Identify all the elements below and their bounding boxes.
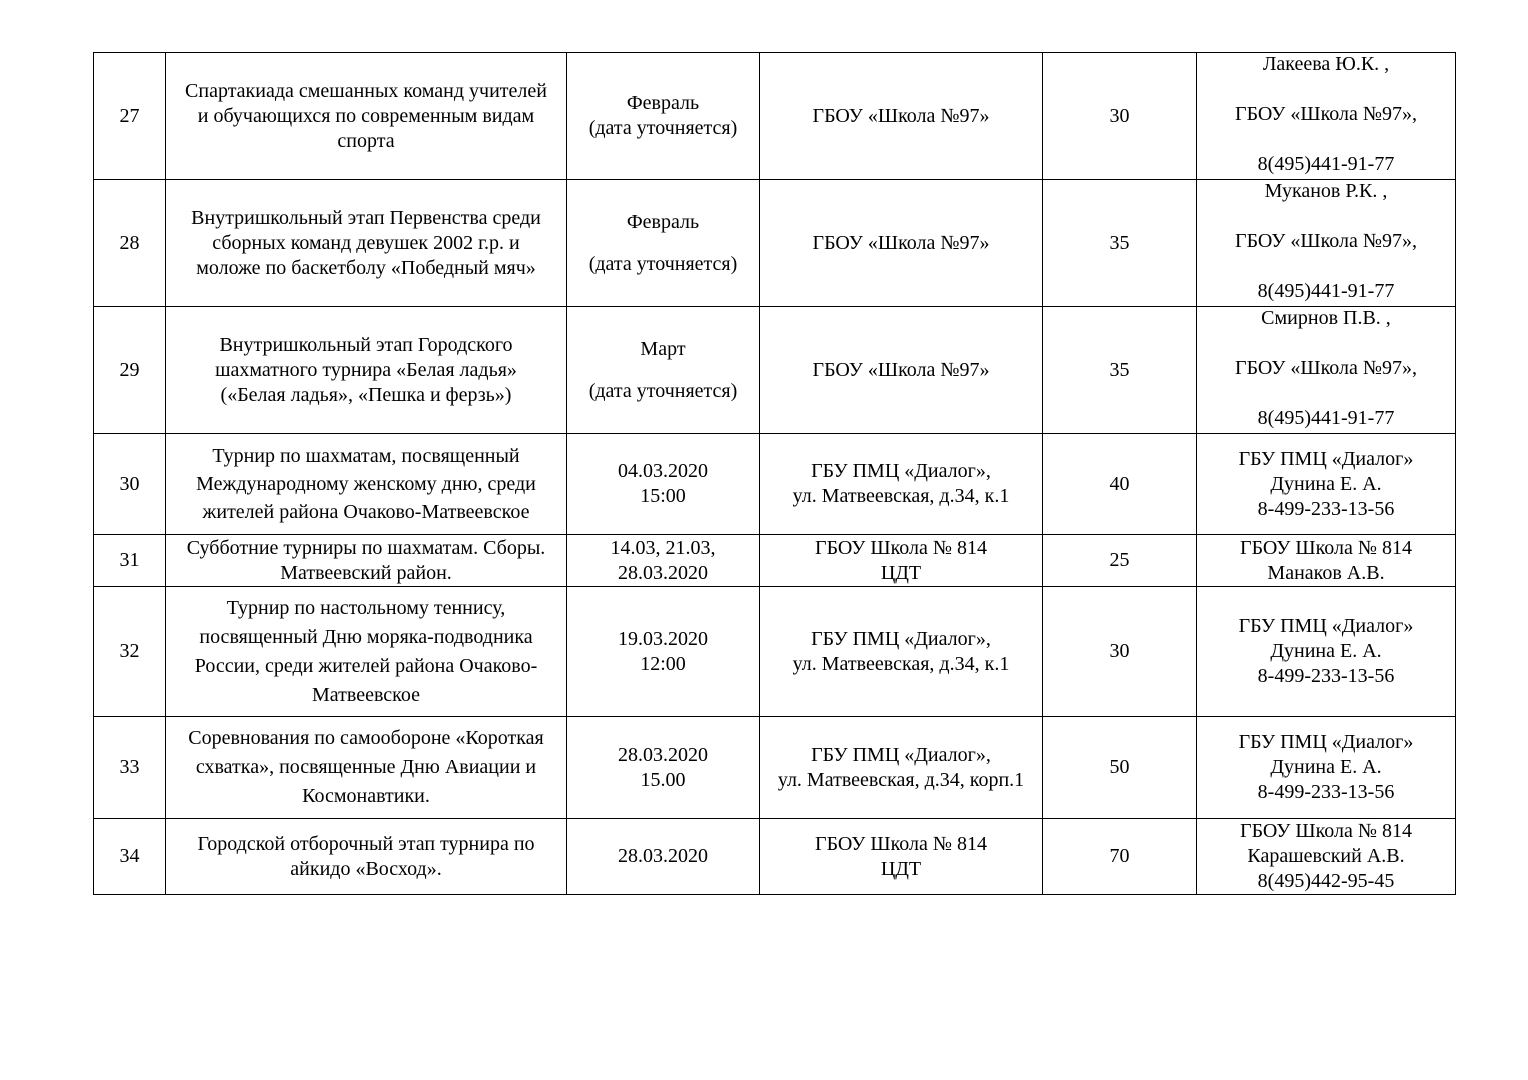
event-contact: ГБУ ПМЦ «Диалог» Дунина Е. А. 8-499-233-13-56 <box>1197 587 1456 717</box>
event-name: Турнир по шахматам, посвященный Международному женскому дню, среди жителей района Очаково-Матвеевское <box>166 434 567 535</box>
row-number: 30 <box>94 434 166 535</box>
event-place: ГБОУ «Школа №97» <box>760 307 1043 434</box>
row-number: 27 <box>94 53 166 180</box>
event-place: ГБУ ПМЦ «Диалог», ул. Матвеевская, д.34, к.1 <box>760 434 1043 535</box>
table-row <box>94 307 1456 434</box>
row-number: 28 <box>94 180 166 307</box>
event-date: Февраль (дата уточняется) <box>567 180 760 307</box>
event-place: ГБОУ Школа № 814 ЦДТ <box>760 535 1043 587</box>
event-contact: ГБУ ПМЦ «Диалог» Дунина Е. А. 8-499-233-13-56 <box>1197 717 1456 819</box>
event-contact: Муканов Р.К. , ГБОУ «Школа №97», 8(495)441-91-77 <box>1197 180 1456 307</box>
event-name: Городской отборочный этап турнира по айкидо «Восход». <box>166 819 567 895</box>
event-name: Внутришкольный этап Городского шахматного турнира «Белая ладья» («Белая ладья», «Пешка и ферзь») <box>166 307 567 434</box>
participants-count: 35 <box>1043 307 1197 434</box>
event-name: Спартакиада смешанных команд учителей и обучающихся по современным видам спорта <box>166 53 567 180</box>
participants-count: 70 <box>1043 819 1197 895</box>
table-row <box>94 819 1456 895</box>
event-place: ГБОУ «Школа №97» <box>760 180 1043 307</box>
event-name: Турнир по настольному теннису, посвященный Дню моряка-подводника России, среди жителей района Очаково- Матвеевское <box>166 587 567 717</box>
event-place: ГБУ ПМЦ «Диалог», ул. Матвеевская, д.34, корп.1 <box>760 717 1043 819</box>
event-place: ГБУ ПМЦ «Диалог», ул. Матвеевская, д.34, к.1 <box>760 587 1043 717</box>
event-date: Март (дата уточняется) <box>567 307 760 434</box>
events-table <box>93 52 1456 895</box>
table-row <box>94 53 1456 180</box>
event-contact: ГБУ ПМЦ «Диалог» Дунина Е. А. 8-499-233-13-56 <box>1197 434 1456 535</box>
participants-count: 35 <box>1043 180 1197 307</box>
event-contact: Лакеева Ю.К. , ГБОУ «Школа №97», 8(495)441-91-77 <box>1197 53 1456 180</box>
event-date: 28.03.2020 <box>567 819 760 895</box>
event-date: 04.03.2020 15:00 <box>567 434 760 535</box>
participants-count: 25 <box>1043 535 1197 587</box>
event-date: Февраль (дата уточняется) <box>567 53 760 180</box>
participants-count: 40 <box>1043 434 1197 535</box>
row-number: 33 <box>94 717 166 819</box>
event-place: ГБОУ «Школа №97» <box>760 53 1043 180</box>
row-number: 29 <box>94 307 166 434</box>
table-row <box>94 717 1456 819</box>
event-name: Субботние турниры по шахматам. Сборы. Матвеевский район. <box>166 535 567 587</box>
event-contact: ГБОУ Школа № 814 Манаков А.В. <box>1197 535 1456 587</box>
event-date: 28.03.2020 15.00 <box>567 717 760 819</box>
table-row <box>94 535 1456 587</box>
event-place: ГБОУ Школа № 814 ЦДТ <box>760 819 1043 895</box>
table-row <box>94 434 1456 535</box>
event-date: 19.03.2020 12:00 <box>567 587 760 717</box>
event-date: 14.03, 21.03, 28.03.2020 <box>567 535 760 587</box>
event-name: Внутришкольный этап Первенства среди сборных команд девушек 2002 г.р. и моложе по баскетболу «Победный мяч» <box>166 180 567 307</box>
row-number: 32 <box>94 587 166 717</box>
participants-count: 30 <box>1043 587 1197 717</box>
event-name: Соревнования по самообороне «Короткая схватка», посвященные Дню Авиации и Космонавтики. <box>166 717 567 819</box>
event-contact: Смирнов П.В. , ГБОУ «Школа №97», 8(495)441-91-77 <box>1197 307 1456 434</box>
table-row <box>94 587 1456 717</box>
table-row <box>94 180 1456 307</box>
event-contact: ГБОУ Школа № 814 Карашевский А.В. 8(495)442-95-45 <box>1197 819 1456 895</box>
row-number: 31 <box>94 535 166 587</box>
row-number: 34 <box>94 819 166 895</box>
participants-count: 30 <box>1043 53 1197 180</box>
participants-count: 50 <box>1043 717 1197 819</box>
